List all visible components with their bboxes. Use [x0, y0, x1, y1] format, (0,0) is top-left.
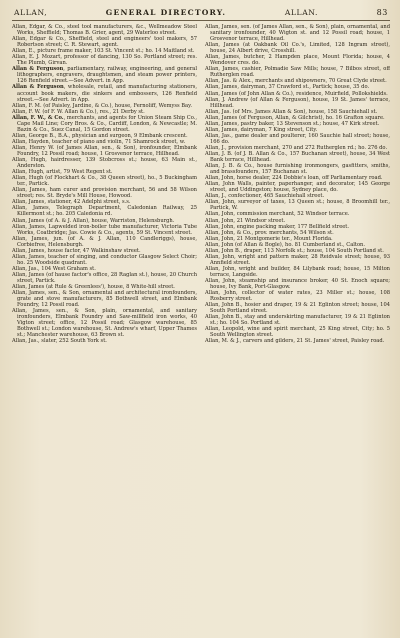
directory-entry: Allan, James, cashier, Polmadie Saw Mills; house, 7 Bilbos street, off Rutherglen road. [205, 66, 390, 79]
directory-entry: Allan, George B., B.A., physician and surgeon, 9 Elmbank crescent. [12, 132, 188, 139]
directory-entry: Allan, James, ham curer and provision merchant, 56 and 58 Wilson street; res. St. Bryde's Mill House, Howood. [12, 187, 197, 200]
directory-entry: Allan, James (of hause factor's office, 28 Raglan st.), house, 20 Church street, Partick. [12, 271, 197, 284]
directory-entry: Allan, John, surveyor of taxes, 13 Queen st.; house, 8 Broomhill ter., Partick, W. [205, 199, 390, 212]
header-title: GENERAL DIRECTORY. [105, 8, 227, 17]
directory-entry: Allan, James, dairyman, 7 King street, City. [205, 126, 318, 133]
directory-entry: Allan, Jas. (of Mrs. James Allan & Son), house, 158 Sauchiehall st. [205, 108, 378, 115]
directory-entry: Allan, James (at Rule & Greenlees'), house, 8 White-hill street. [12, 284, 175, 291]
directory-entry: Allan, James, sen. (of James Allan, sen., & Son), plain, ornamental, and sanitary ironfounder, 40 Wigton st. and 12 Possil road; house, 1 Grosvenor terrace, Hillhead. [205, 24, 390, 43]
header-right: ALLAN. [284, 8, 319, 17]
directory-entry: Allan, Hayden, teacher of piano and violin, 71 Shamrock street, w. [12, 138, 186, 145]
directory-entry: Allan, James, Lapwelded iron-boiler tube manufacturer, Victoria Tube Works, Coatbridge; Jas. Cowie & Co., agents, 59 St. Vincent street. [12, 223, 197, 236]
directory-entry: Allan, James, Telegraph Department, Caledonian Railway, 25 Killermont st.; ho. 205 Caledonia rd. [12, 205, 197, 218]
directory-entry: Allan, John, wright and builder, 84 Lilybank road; house, 15 Milton terrace, Langside. [205, 265, 390, 278]
directory-entry: Allan, James, stationer, 42 Adelphi street, s.s. [12, 199, 131, 206]
directory-entry: Allan, John, engine packing maker, 177 Bellfield street. [205, 223, 349, 230]
directory-entry: Allan, John B., draper, 113 Norfolk st.; house, 104 South Portland st. [205, 247, 384, 254]
left-column [12, 24, 197, 634]
directory-entry: Allan, J., confectioner, 465 Sauchiehall street. [205, 193, 325, 200]
directory-entry: Allan & Ferguson, wholesale, retail, and manufacturing stationers, account book makers, die sinkers and embossers, 126 Renfield street.—See Advert. in App. [12, 84, 197, 103]
directory-entry: Allan, James, butcher, 2 Hampden place, Mount Florida; house, 4 Wendover cres. do. [205, 54, 390, 67]
directory-entry: Allan, James (of A. & J. Allan), house, Warriston, Helensburgh. [12, 217, 175, 224]
directory-entry: Allan, E. J. Mozart, professor of dancing, 130 So. Portland street; res. The Plumb, Girvan. [12, 54, 197, 67]
directory-entry: Allan, John, horse dealer, 224 Dobbie's loan, off Parliamentary road. [205, 175, 383, 182]
directory-entry: Allan, John, 21 Montgomerie ter., Mount Florida. [205, 235, 333, 242]
directory-entry: Allan, James, jun. (of A. & J. Allan, 110 Candleriggs), house, Corbiefree, Helensburgh. [12, 235, 197, 248]
directory-entry: Allan, J. B. (of J. B. Allan & Co., 157 Buchanan street), house, 34 West Bank terrace, Hillhead. [205, 150, 390, 164]
right-column [205, 24, 390, 634]
directory-entry: Allan, John, steamship and insurance broker, 40 St. Enoch square; house, Ivy Bank, Port-Glasgow. [205, 277, 390, 291]
directory-entry: Allan, James, house factor, 47 Walkinshaw street. [12, 247, 141, 254]
directory-entry: Allan, James, teacher of singing, and conductor Glasgow Select Choir; ho. 25 Woodside quadrant. [12, 253, 197, 266]
directory-entry: Allan, F. M. (of Paisley, Jardine, & Co.), house, Fernoliff, Wemyss Bay. [12, 102, 192, 109]
directory-entry: Allan, Jas., 104 West Graham st. [12, 265, 96, 272]
directory-entry: Allan, James, sen., & Son, ornamental and architectural ironfounders, grate and stove manufacturers, 85 Bothwell street, and Elmbank Foundry, 12 Possil road. [12, 290, 197, 309]
directory-entry: Allan, J. Andrew (of Allan & Ferguson), house, 19 St. James' terrace, Hillhead. [205, 96, 390, 109]
directory-entry: Allan, Jas. & Alex., merchants and shipowners, 70 Great Clyde street. [205, 78, 387, 85]
directory-entry: Allan, Hugh, artist, 79 West Regent st. [12, 169, 113, 176]
directory-entry: Allan, Jas., slater, 252 South York st. [12, 338, 107, 345]
directory-entry: Allan, J. B. & Co., house furnishing ironmongers, gasfitters, smiths, and brassfounders, 157 Buchanan st. [205, 163, 390, 176]
directory-entry: Allan, John, & Co., prov. merchants, 54 Wilson st. [205, 229, 334, 236]
directory-entry: Allan, E., picture frame maker, 103 St. Vincent st.; ho. 14 Maitland st. [12, 48, 195, 55]
directory-entry: Allan, Jas., game dealer and poulterer, 160 Sauchie hall street; house, 166 do. [205, 132, 390, 145]
directory-entry: Allan, Hugh (of Flockhart & Co., 38 Queen street), ho., 5 Buckingham ter., Partick. [12, 175, 197, 188]
directory-entry: Allan, John, wright and pattern maker, 28 Reidvale street; house, 93 Annfield street. [205, 253, 390, 266]
directory-entry: Allan, James, pastry baker, 13 Stevenson st.; house, 47 Kirk street. [205, 120, 380, 127]
directory-entry: Allan, James (of Ferguson, Allan, & Gilchrist), ho. 16 Grafton square. [205, 114, 385, 121]
directory-entry: Allan, M. & J., carvers and gilders, 21 St. James' street, Paisley road. [205, 338, 385, 345]
directory-entry: Allan, John (of Allan & Bogle), ho. 81 Cumberland st., Calton. [205, 241, 366, 248]
directory-entry: Allan, James (at Oakbank Oil Co.'s, Limited, 128 Ingram street), house, 24 Albert drive, Crosshill. [205, 42, 390, 55]
directory-entry: Allan, Leopold, wine and spirit merchant, 25 King street, City; ho. 5 South Wellington street. [205, 326, 390, 339]
directory-entry: Allan, Henry W. (of James Allan, sen., & Son), ironfounder, Elmbank Foundry, 12 Possil road; house, 1 Grosvenor terrace, Hillhead. [12, 144, 197, 157]
directory-entry: Allan, F. W. (of F. W. Allan & Co.), res., 21 Derby st. [12, 108, 145, 115]
directory-entry: Allan, John, 21 Windsor street. [205, 217, 286, 224]
directory-entry: Allan, James (of John Allan & Co.), residence, Muirfield, Pollokshields. [205, 90, 388, 97]
directory-entry: Allan, Edgar & Co., Sheffield, steel and engineers' tool makers, 57 Robertson street; C. R. Stewart, agent. [12, 36, 197, 49]
directory-columns [12, 24, 390, 634]
directory-entry: Allan, John, collector of water rates, 23 Miller st.; house, 108 Rosberry street. [205, 290, 390, 303]
directory-entry: Allan, John B., stay and underskirting manufacturer, 19 & 21 Eglinton st.; ho. 104 So. Portland st. [205, 314, 390, 327]
directory-entry: Allan, J., provision merchant, 270 and 272 Rutherglen rd.; ho. 276 do. [205, 144, 388, 151]
directory-entry: Allan, F. W., & Co., merchants, and agents for Union Steam Ship Co., Cape Mail Line; Cory Bros. & Co., Cardiff, London, & Newcastle; M. Bazin & Co., Suez Canal, 15 Gordon street. [12, 114, 197, 133]
directory-entry: Allan, John Walls, painter, paperhanger, and decorator, 145 George street, and Uddingston; house, Sydney place, do. [205, 181, 390, 194]
directory-entry: Allan, Hugh, hairdresser, 139 Stobcross st.; house, 63 Main st., Anderston. [12, 157, 197, 170]
directory-entry: Allan, James, dairyman, 37 Crawford st., Partick; house, 35 do. [205, 84, 370, 91]
running-header [12, 8, 390, 21]
directory-entry: Allan, Edgar, & Co., steel tool manufacturers, &c., Wellmeadow Steel Works, Sheffield; Thomas B. Grier, agent, 29 Waterloo street. [12, 24, 197, 37]
directory-entry: Allan, John, commission merchant, 52 Windsor terrace. [205, 211, 350, 218]
directory-entry: Allan & Ferguson, parliamentary, railway, engineering, and general lithographers, engravers, draughtsmen, and steam power printers, 126 Renfield street.—See Advert. in App. [12, 66, 197, 85]
directory-entry: Allan, James, sen., & Son, plain, ornamental, and sanitary ironfounders, Elmbank Foundry and Saw-millfield iron works, 40 Vigton street; office, 12 Possil road; Glasgow warehouse, 85 Bothwell st.; London warehouse, St. Andrew's wharf, Upper Thames st.; Manchester warehouse, 63 Brown st. [12, 308, 197, 339]
directory-entry: Allan, John B., hosier and draper, 19 & 21 Eglinton street; house, 104 South Portland street. [205, 302, 390, 315]
header-left: ALLAN, [14, 8, 48, 17]
page-number: 83 [376, 8, 388, 17]
